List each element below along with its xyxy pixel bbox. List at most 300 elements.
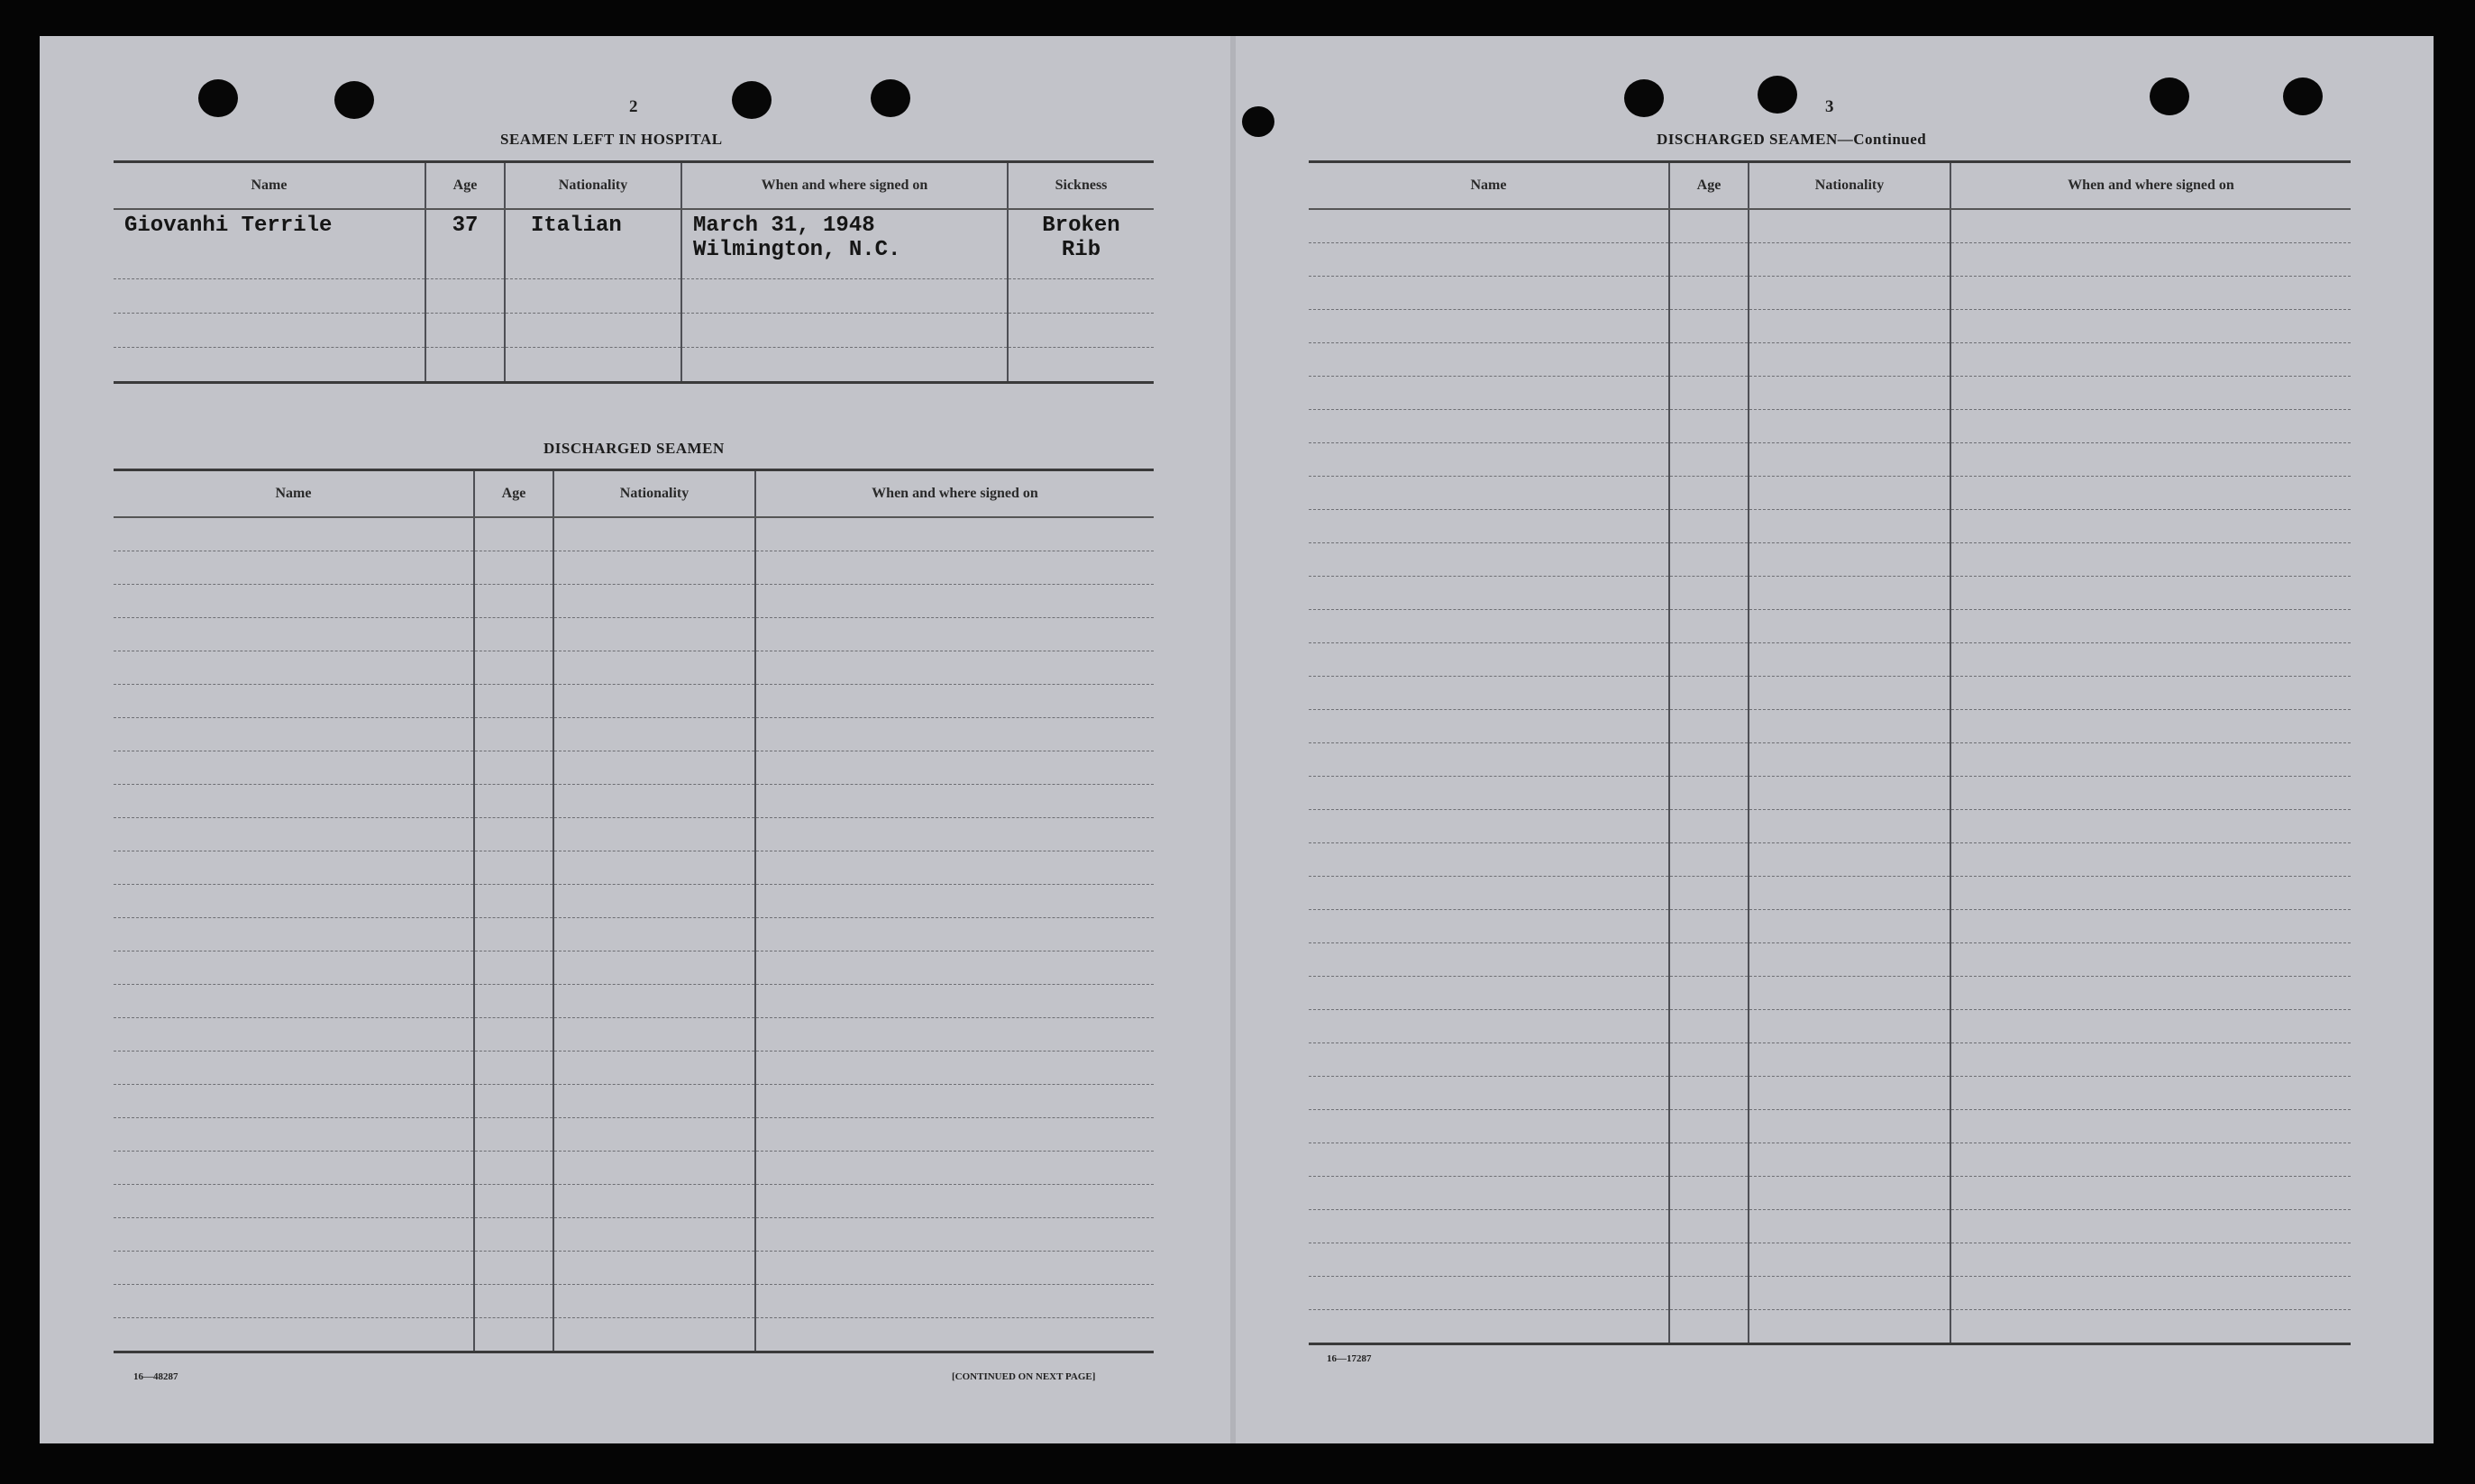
table-cell	[1309, 643, 1669, 677]
table-cell	[1749, 243, 1950, 277]
table-cell	[1309, 877, 1669, 910]
table-cell	[1669, 777, 1749, 810]
table-row	[114, 985, 1154, 1018]
table-cell	[1950, 377, 2351, 410]
table-cell	[1669, 943, 1749, 977]
table-cell	[474, 1318, 553, 1352]
table-cell	[755, 918, 1154, 951]
page-number-right: 3	[1825, 97, 1834, 116]
table-cell	[553, 818, 755, 851]
table-cell	[474, 1152, 553, 1185]
table-row	[1309, 209, 2351, 243]
table-cell	[1669, 1177, 1749, 1210]
table-cell	[474, 785, 553, 818]
table-cell	[474, 651, 553, 685]
table-cell	[553, 1218, 755, 1252]
table-cell	[474, 951, 553, 985]
table-cell	[1749, 743, 1950, 777]
table-cell	[553, 951, 755, 985]
table-cell	[553, 1152, 755, 1185]
table-row	[114, 651, 1154, 685]
table-cell	[1749, 977, 1950, 1010]
table-cell	[1749, 277, 1950, 310]
table-cell	[755, 1052, 1154, 1085]
table-row	[114, 1052, 1154, 1085]
table-row	[1309, 1143, 2351, 1177]
table-cell	[114, 818, 474, 851]
punch-hole	[2150, 77, 2189, 115]
column-header-nationality: Nationality	[553, 470, 755, 518]
table-row	[1309, 577, 2351, 610]
table-row	[1309, 1310, 2351, 1344]
table-cell	[1950, 810, 2351, 843]
table-cell	[1950, 343, 2351, 377]
table-cell	[755, 985, 1154, 1018]
table-cell	[1309, 1143, 1669, 1177]
table-cell	[1749, 777, 1950, 810]
table-cell	[1669, 1110, 1749, 1143]
table-cell	[474, 885, 553, 918]
table-cell	[1309, 1177, 1669, 1210]
discharged-continued-table-body	[1309, 209, 2351, 1344]
table-cell	[1309, 577, 1669, 610]
table-cell	[114, 985, 474, 1018]
discharged-continued-title: DISCHARGED SEAMEN—Continued	[1657, 131, 1927, 148]
table-cell	[114, 1218, 474, 1252]
table-row	[114, 1152, 1154, 1185]
table-cell	[1309, 477, 1669, 510]
table-row	[1309, 410, 2351, 443]
table-row	[114, 1218, 1154, 1252]
table-row	[114, 885, 1154, 918]
table-cell	[1669, 1243, 1749, 1277]
table-cell	[1749, 910, 1950, 943]
table-row	[114, 279, 1154, 314]
table-cell	[114, 1052, 474, 1085]
table-row	[1309, 810, 2351, 843]
table-cell	[755, 851, 1154, 885]
table-cell	[1309, 1243, 1669, 1277]
table-cell	[1749, 843, 1950, 877]
table-cell	[1669, 843, 1749, 877]
hospital-table-title: SEAMEN LEFT IN HOSPITAL	[500, 131, 723, 148]
table-cell	[474, 551, 553, 585]
table-row	[114, 585, 1154, 618]
table-cell	[114, 314, 425, 348]
table-cell	[114, 1285, 474, 1318]
table-cell	[114, 751, 474, 785]
table-cell	[425, 348, 505, 383]
table-row	[114, 314, 1154, 348]
table-row	[114, 685, 1154, 718]
table-row	[1309, 243, 2351, 277]
discharged-continued-table	[1309, 160, 2351, 1345]
column-header-age: Age	[425, 162, 505, 210]
punch-hole	[198, 79, 238, 117]
table-cell	[1950, 1010, 2351, 1043]
column-header-signed-on: When and where signed on	[755, 470, 1154, 518]
table-row	[114, 1118, 1154, 1152]
table-row	[1309, 1177, 2351, 1210]
table-cell	[474, 751, 553, 785]
table-cell	[1950, 877, 2351, 910]
table-cell	[1749, 1010, 1950, 1043]
table-cell	[114, 618, 474, 651]
table-row	[1309, 743, 2351, 777]
table-cell	[1309, 677, 1669, 710]
table-cell	[1950, 977, 2351, 1010]
table-row	[1309, 643, 2351, 677]
table-cell	[553, 1052, 755, 1085]
table-cell	[755, 1018, 1154, 1052]
table-cell	[1309, 243, 1669, 277]
table-row	[114, 718, 1154, 751]
table-cell	[553, 1018, 755, 1052]
table-cell	[1950, 1177, 2351, 1210]
table-cell	[1950, 710, 2351, 743]
table-cell	[1950, 443, 2351, 477]
column-header-name: Name	[114, 470, 474, 518]
table-cell	[1309, 910, 1669, 943]
table-cell	[1950, 777, 2351, 810]
table-cell	[1309, 277, 1669, 310]
table-cell	[114, 1018, 474, 1052]
table-cell	[1749, 443, 1950, 477]
table-cell	[1309, 810, 1669, 843]
table-cell	[114, 585, 474, 618]
discharged-table-title: DISCHARGED SEAMEN	[543, 440, 725, 457]
table-cell	[681, 314, 1008, 348]
table-cell	[1669, 277, 1749, 310]
table-row	[114, 785, 1154, 818]
table-cell	[553, 918, 755, 951]
table-cell	[114, 279, 425, 314]
table-row	[1309, 310, 2351, 343]
table-cell	[1669, 477, 1749, 510]
table-cell	[1309, 777, 1669, 810]
table-cell	[1749, 1110, 1950, 1143]
table-row	[114, 618, 1154, 651]
table-cell	[1309, 543, 1669, 577]
table-cell	[1669, 543, 1749, 577]
table-cell	[1669, 343, 1749, 377]
table-cell	[755, 718, 1154, 751]
table-cell	[1950, 677, 2351, 710]
table-cell	[1950, 510, 2351, 543]
table-cell	[1669, 810, 1749, 843]
table-cell	[553, 551, 755, 585]
punch-hole	[1242, 106, 1274, 137]
table-cell	[681, 279, 1008, 314]
column-header-name: Name	[114, 162, 425, 210]
table-cell	[755, 1318, 1154, 1352]
table-row	[1309, 677, 2351, 710]
table-row	[114, 209, 1154, 279]
table-cell	[1749, 477, 1950, 510]
table-cell	[755, 1218, 1154, 1252]
table-cell	[474, 585, 553, 618]
column-header-nationality: Nationality	[1749, 162, 1950, 210]
table-cell	[1950, 1210, 2351, 1243]
table-cell	[1669, 577, 1749, 610]
table-cell	[474, 1085, 553, 1118]
table-cell	[755, 785, 1154, 818]
table-cell	[1669, 410, 1749, 443]
table-row	[1309, 443, 2351, 477]
table-cell: 37	[425, 209, 505, 279]
table-cell	[114, 685, 474, 718]
punch-hole	[1758, 76, 1797, 114]
table-row	[1309, 477, 2351, 510]
table-cell	[1749, 1277, 1950, 1310]
table-cell	[474, 685, 553, 718]
table-cell	[1950, 543, 2351, 577]
table-row	[114, 1252, 1154, 1285]
table-cell	[114, 517, 474, 551]
table-row	[1309, 510, 2351, 543]
table-cell	[553, 685, 755, 718]
table-cell	[1309, 1210, 1669, 1243]
table-cell	[1749, 610, 1950, 643]
table-cell	[1309, 843, 1669, 877]
table-row	[1309, 610, 2351, 643]
table-cell	[1749, 710, 1950, 743]
table-cell	[1749, 310, 1950, 343]
table-cell	[505, 348, 681, 383]
table-cell	[114, 551, 474, 585]
table-cell	[474, 718, 553, 751]
table-cell	[1749, 410, 1950, 443]
table-row	[114, 751, 1154, 785]
column-header-age: Age	[1669, 162, 1749, 210]
table-cell	[553, 885, 755, 918]
table-cell	[755, 585, 1154, 618]
table-row	[1309, 1043, 2351, 1077]
table-row	[114, 1285, 1154, 1318]
table-cell	[474, 1218, 553, 1252]
table-cell	[1669, 1210, 1749, 1243]
table-cell	[114, 1318, 474, 1352]
table-cell	[1669, 1277, 1749, 1310]
hospital-table	[114, 160, 1154, 384]
table-cell	[755, 751, 1154, 785]
table-cell	[114, 1118, 474, 1152]
table-cell	[1669, 510, 1749, 543]
table-cell	[1950, 943, 2351, 977]
table-row	[114, 1085, 1154, 1118]
table-cell	[114, 951, 474, 985]
table-cell	[1309, 1277, 1669, 1310]
table-cell	[1749, 209, 1950, 243]
table-cell	[1950, 1143, 2351, 1177]
table-cell	[1309, 209, 1669, 243]
table-cell	[474, 851, 553, 885]
table-row	[114, 517, 1154, 551]
table-cell	[1669, 1010, 1749, 1043]
table-cell	[1008, 348, 1154, 383]
table-cell	[1669, 877, 1749, 910]
table-cell	[1669, 643, 1749, 677]
table-row	[1309, 1243, 2351, 1277]
table-cell	[553, 618, 755, 651]
table-cell	[1950, 410, 2351, 443]
table-cell	[1749, 1043, 1950, 1077]
table-cell	[114, 918, 474, 951]
table-cell	[1749, 343, 1950, 377]
table-cell	[425, 279, 505, 314]
table-row	[1309, 543, 2351, 577]
table-cell	[474, 1118, 553, 1152]
table-cell	[114, 885, 474, 918]
table-row	[114, 1318, 1154, 1352]
table-cell	[1950, 477, 2351, 510]
table-cell	[1309, 1043, 1669, 1077]
column-header-sickness: Sickness	[1008, 162, 1154, 210]
table-cell	[755, 1252, 1154, 1285]
table-cell	[1309, 310, 1669, 343]
table-row	[114, 1018, 1154, 1052]
table-cell	[1669, 1043, 1749, 1077]
table-cell	[114, 1085, 474, 1118]
table-cell	[553, 585, 755, 618]
table-cell	[114, 851, 474, 885]
table-cell	[1950, 310, 2351, 343]
table-cell	[1950, 1310, 2351, 1344]
table-cell	[1309, 1110, 1669, 1143]
table-cell	[1669, 209, 1749, 243]
punch-hole	[732, 81, 772, 119]
table-cell	[474, 618, 553, 651]
table-row	[114, 818, 1154, 851]
table-cell	[474, 918, 553, 951]
table-row	[1309, 843, 2351, 877]
table-cell	[1309, 943, 1669, 977]
column-header-age: Age	[474, 470, 553, 518]
table-cell	[755, 651, 1154, 685]
column-header-nationality: Nationality	[505, 162, 681, 210]
table-cell	[1950, 743, 2351, 777]
form-number-right: 16—17287	[1327, 1353, 1372, 1364]
page-fold	[1230, 36, 1236, 1443]
table-cell	[1669, 710, 1749, 743]
table-cell	[1309, 343, 1669, 377]
table-cell	[1309, 1010, 1669, 1043]
discharged-table	[114, 469, 1154, 1353]
table-cell: Italian	[505, 209, 681, 279]
table-row	[1309, 710, 2351, 743]
table-cell	[755, 885, 1154, 918]
table-cell	[755, 951, 1154, 985]
column-header-name: Name	[1309, 162, 1669, 210]
table-cell	[755, 618, 1154, 651]
table-cell	[755, 1152, 1154, 1185]
table-cell	[553, 751, 755, 785]
table-cell	[755, 551, 1154, 585]
table-cell	[505, 279, 681, 314]
table-cell	[505, 314, 681, 348]
table-row	[1309, 977, 2351, 1010]
table-cell	[553, 1318, 755, 1352]
table-cell	[755, 1118, 1154, 1152]
table-cell	[681, 348, 1008, 383]
table-cell	[553, 1085, 755, 1118]
table-row	[1309, 343, 2351, 377]
table-cell	[1749, 1177, 1950, 1210]
table-cell	[755, 517, 1154, 551]
table-cell	[553, 985, 755, 1018]
table-cell	[553, 517, 755, 551]
table-row	[1309, 1110, 2351, 1143]
table-cell	[1669, 677, 1749, 710]
table-cell	[114, 1252, 474, 1285]
table-cell	[1749, 643, 1950, 677]
table-row	[1309, 1010, 2351, 1043]
table-row	[114, 851, 1154, 885]
table-cell	[1749, 577, 1950, 610]
table-cell	[755, 1285, 1154, 1318]
punch-hole	[334, 81, 374, 119]
table-cell	[755, 1185, 1154, 1218]
table-cell	[1669, 243, 1749, 277]
continued-note: [CONTINUED ON NEXT PAGE]	[952, 1371, 1096, 1382]
table-cell	[1008, 314, 1154, 348]
table-cell	[425, 314, 505, 348]
table-cell	[474, 1052, 553, 1085]
table-cell	[1309, 710, 1669, 743]
table-cell	[1309, 377, 1669, 410]
table-cell	[1669, 977, 1749, 1010]
table-cell	[1669, 443, 1749, 477]
table-cell	[114, 785, 474, 818]
table-cell	[1950, 209, 2351, 243]
table-cell	[553, 1285, 755, 1318]
table-cell	[1950, 843, 2351, 877]
table-row	[1309, 1277, 2351, 1310]
table-cell	[553, 651, 755, 685]
page-number-left: 2	[629, 97, 638, 116]
table-cell: March 31, 1948 Wilmington, N.C.	[681, 209, 1008, 279]
table-cell	[1309, 1077, 1669, 1110]
table-row	[1309, 1210, 2351, 1243]
column-header-signed-on: When and where signed on	[681, 162, 1008, 210]
table-cell	[114, 651, 474, 685]
table-cell	[1309, 510, 1669, 543]
table-cell	[1309, 610, 1669, 643]
table-cell	[1950, 277, 2351, 310]
table-cell	[1749, 1310, 1950, 1344]
table-cell	[474, 1018, 553, 1052]
table-cell	[1950, 1110, 2351, 1143]
table-row	[114, 1185, 1154, 1218]
table-row	[114, 348, 1154, 383]
table-cell	[474, 1185, 553, 1218]
table-cell	[1309, 977, 1669, 1010]
table-cell	[1309, 443, 1669, 477]
table-cell	[1669, 1143, 1749, 1177]
table-cell	[114, 1152, 474, 1185]
table-row	[1309, 277, 2351, 310]
table-row	[1309, 943, 2351, 977]
table-cell	[1749, 377, 1950, 410]
table-cell	[1950, 1077, 2351, 1110]
table-cell	[755, 818, 1154, 851]
table-cell	[1669, 377, 1749, 410]
table-row	[1309, 877, 2351, 910]
table-cell	[1749, 510, 1950, 543]
table-cell	[1309, 1310, 1669, 1344]
discharged-table-body	[114, 517, 1154, 1352]
table-cell	[1749, 810, 1950, 843]
